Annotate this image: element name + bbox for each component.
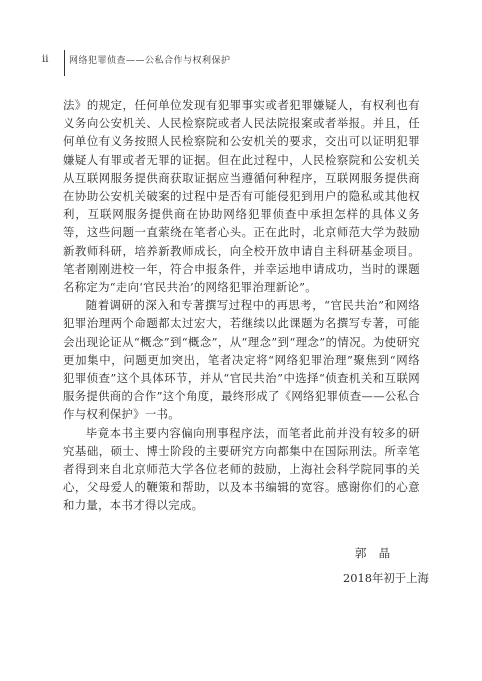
paragraph: 毕竟本书主要内容偏向刑事程序法，而笔者此前并没有较多的研究基础，硕士、博士阶段的主要研究方向都集中在国际刑法。所幸笔者得到来自北京师范大学各位老师的鼓励，上海社会科学院同事的关心，父母爱人的鞭策和帮助，以及本书编辑的宽容。感谢你们的心意和力量，本书才得以完成。 <box>63 425 420 513</box>
signature-date: 2018年初于上海 <box>343 571 429 585</box>
author-signature: 郭 晶 <box>355 546 391 560</box>
page-number: ii <box>42 53 49 65</box>
header-divider <box>64 50 65 76</box>
running-header <box>42 50 231 68</box>
running-title: 网络犯罪侦查——公私合作与权利保护 <box>69 55 231 66</box>
paragraph-continued: 法》的规定，任何单位发现有犯罪事实或者犯罪嫌疑人，有权利也有义务向公安机关、人民检察院或者人民法院报案或者举报。并且，任何单位有义务按照人民检察院和公安机关的要求，交出可以证明犯罪嫌疑人有罪或者无罪的证据。但在此过程中，人民检察院和公安机关从互联网服务提供商获取证据应当遵循何种程序，互联网服务提供商在协助公安机关破案的过程中是否有可能侵犯到用户的隐私或其他权利，互联网服务提供商在协助网络犯罪侦查中承担怎样的具体义务等，这些问题一直萦绕在笔者心头。正在此时，北京师范大学为鼓励新教师科研，培养新教师成长，向全校开放申请自主科研基金项目。笔者刚刚进校一年，符合申报条件，并幸运地申请成功，当时的课题名称定为“走向‘官民共治’的网络犯罪治理新论”。 <box>63 98 420 295</box>
body-text <box>63 96 420 515</box>
paragraph: 随着调研的深入和专著撰写过程中的再思考，“官民共治”和网络犯罪治理两个命题都太过宏大，若继续以此课题为名撰写专著，可能会出现论证从“概念”到“概念”，从“理念”到“理念”的情况。为使研究更加集中，问题更加突出，笔者决定将“网络犯罪治理”聚焦到“网络犯罪侦查”这个具体环节，并从“官民共治”中选择“侦查机关和互联网服务提供商的合作”这个角度，最终形成了《网络犯罪侦查——公私合作与权利保护》一书。 <box>63 298 420 422</box>
